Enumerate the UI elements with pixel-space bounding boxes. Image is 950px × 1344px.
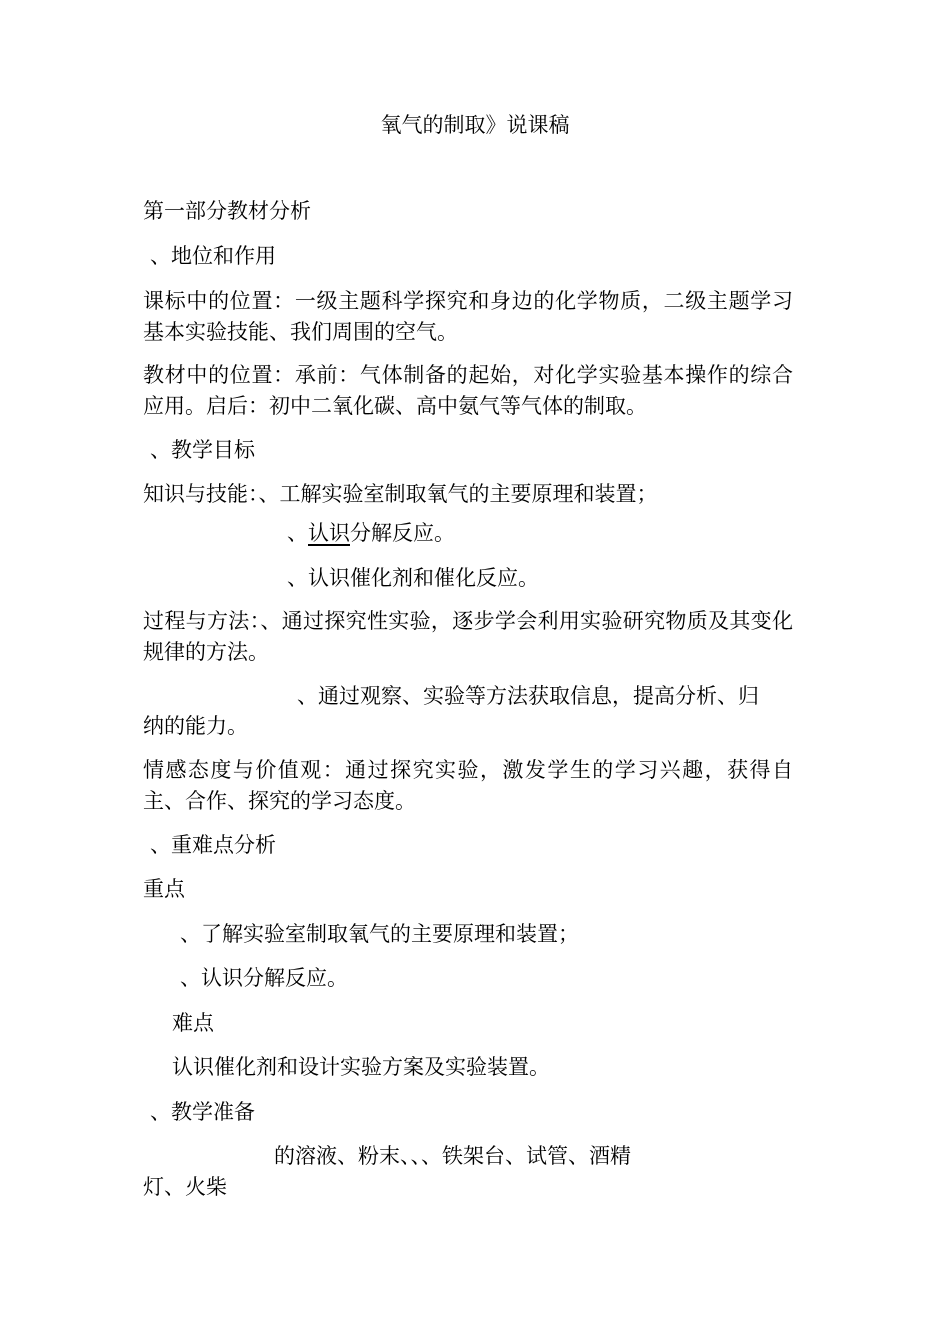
section-heading-position: 、地位和作用: [150, 244, 276, 268]
goal-knowledge-2-prefix: 、: [287, 521, 308, 545]
document-title: 氧气的制取》说课稿: [380, 113, 570, 137]
key-point-1: 、了解实验室制取氧气的主要原理和装置；: [180, 922, 579, 946]
goal-process-1: 过程与方法：、通过探究性实验，逐步学会利用实验研究物质及其变化规律的方法。: [143, 609, 793, 664]
key-points-label: 重点: [143, 877, 185, 901]
preparation-line-1: 的溶液、粉末、、、铁架台、试管、酒精: [274, 1144, 631, 1168]
goal-knowledge-2-underlined: 认识: [308, 521, 350, 545]
goal-knowledge-1: 知识与技能：、工解实验室制取氧气的主要原理和装置；: [143, 482, 658, 506]
section-heading-goals: 、教学目标: [150, 438, 255, 462]
difficult-points-label: 难点: [172, 1011, 214, 1035]
goal-process-2-line2: 纳的能力。: [143, 714, 248, 738]
goal-emotion: 情感态度与价值观：通过探究实验，激发学生的学习兴趣，获得自主、合作、探究的学习态度。: [143, 758, 793, 813]
part-heading: 第一部分教材分析: [143, 199, 311, 223]
preparation-line-2: 灯、火柴: [143, 1175, 227, 1199]
paragraph-textbook-position: 教材中的位置：承前：气体制备的起始，对化学实验基本操作的综合应用。启后：初中二氧化碳、高中氨气等气体的制取。: [143, 363, 793, 418]
goal-knowledge-2: [287, 518, 455, 548]
section-heading-preparation: 、教学准备: [150, 1100, 255, 1124]
difficult-point-1: 认识催化剂和设计实验方案及实验装置。: [172, 1055, 550, 1079]
key-point-2: 、认识分解反应。: [180, 966, 348, 990]
goal-knowledge-2-rest: 分解反应。: [350, 521, 455, 545]
paragraph-curriculum-position: 课标中的位置：一级主题科学探究和身边的化学物质，二级主题学习基本实验技能、我们周围的空气。: [143, 289, 793, 344]
goal-process-2-line1: 、通过观察、实验等方法获取信息，提高分析、归: [297, 684, 759, 708]
goal-knowledge-3: 、认识催化剂和催化反应。: [287, 566, 539, 590]
section-heading-key-points: 、重难点分析: [150, 833, 276, 857]
